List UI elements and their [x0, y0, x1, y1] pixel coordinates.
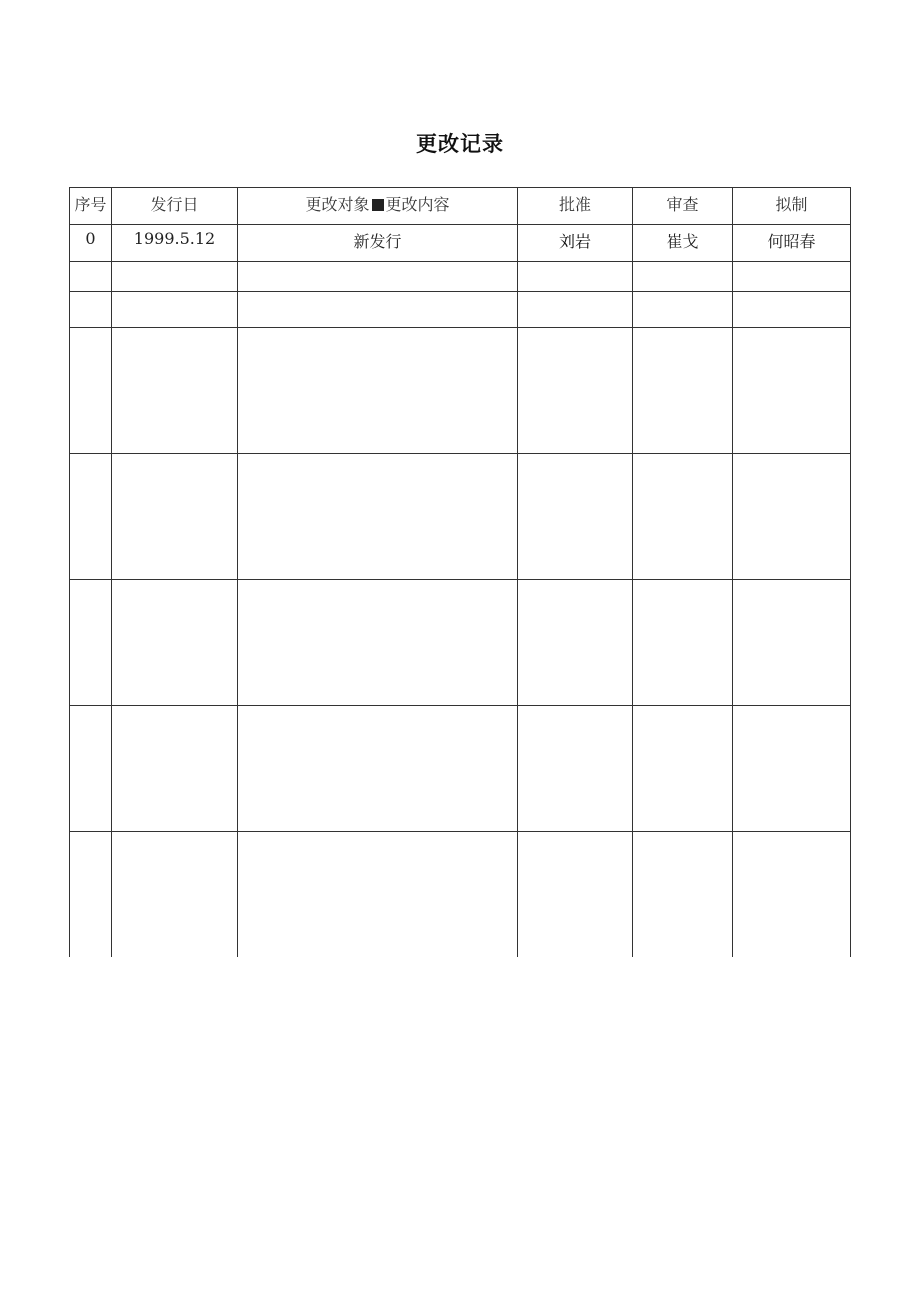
header-content-object: 更改对象	[305, 195, 370, 214]
table-row-empty	[70, 580, 851, 706]
table-header-row	[70, 188, 851, 225]
header-content	[238, 188, 518, 225]
header-date: 发行日	[112, 188, 238, 225]
cell-seq: 0	[70, 225, 112, 262]
table-row-empty	[70, 454, 851, 580]
table-row-empty	[70, 706, 851, 832]
cell-date: 1999.5.12	[112, 225, 238, 262]
cell-approve: 刘岩	[518, 225, 633, 262]
header-approve: 批准	[518, 188, 633, 225]
table-row-empty	[70, 328, 851, 454]
table-row-empty	[70, 292, 851, 328]
header-content-detail: 更改内容	[385, 195, 450, 214]
header-seq: 序号	[70, 188, 112, 225]
table-row-empty	[70, 262, 851, 292]
page-title: 更改记录	[416, 132, 504, 156]
header-review: 审查	[633, 188, 733, 225]
table-row-empty	[70, 832, 851, 957]
cell-review: 崔戈	[633, 225, 733, 262]
cell-draft: 何昭春	[733, 225, 851, 262]
table-row	[70, 225, 851, 262]
separator-square-icon	[372, 199, 384, 211]
header-draft: 拟制	[733, 188, 851, 225]
change-record-table	[69, 187, 851, 957]
cell-content: 新发行	[238, 225, 518, 262]
